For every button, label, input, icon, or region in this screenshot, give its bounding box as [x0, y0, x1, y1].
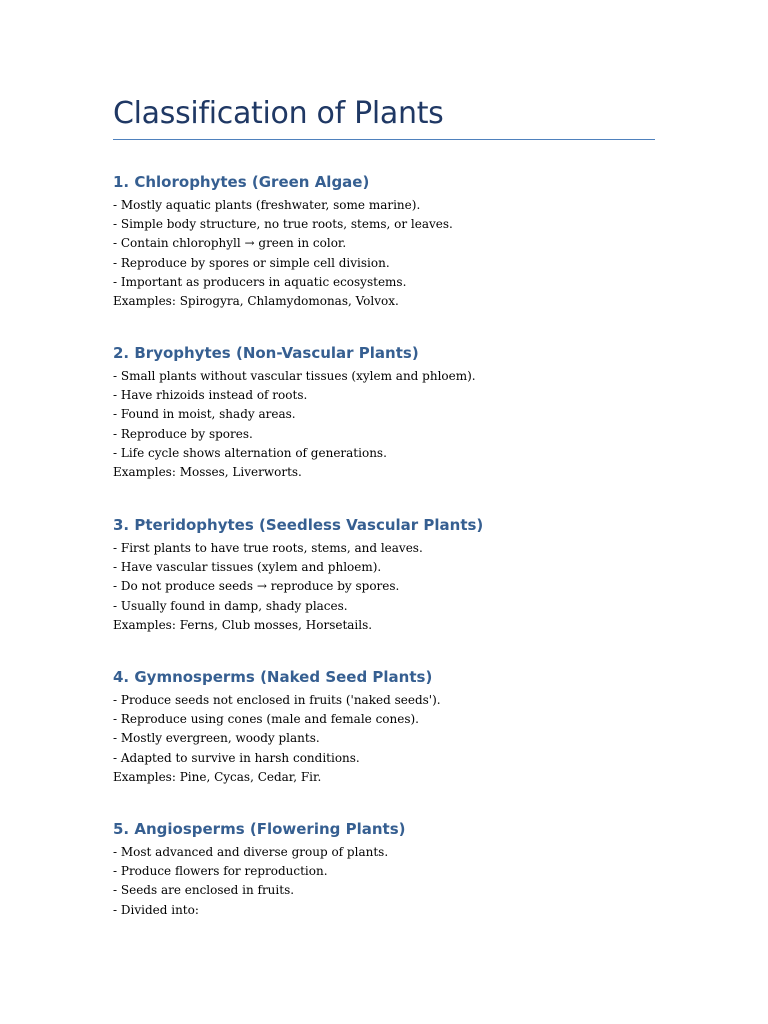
body-line: - Divided into: [113, 902, 199, 917]
body-line: - Found in moist, shady areas. [113, 407, 296, 422]
body-line: - Adapted to survive in harsh conditions. [113, 750, 360, 765]
section-heading: 2. Bryophytes (Non-Vascular Plants) [113, 344, 419, 362]
body-line: - Small plants without vascular tissues (xylem and phloem). [113, 369, 476, 383]
section-body [113, 367, 655, 482]
section-heading: 5. Angiosperms (Flowering Plants) [113, 820, 406, 838]
body-line: - Produce seeds not enclosed in fruits ('naked seeds'). [113, 693, 441, 707]
document-title: Classification of Plants [113, 96, 444, 131]
section-body [113, 691, 655, 787]
section-heading: 3. Pteridophytes (Seedless Vascular Plants) [113, 516, 484, 534]
body-line: - Contain chlorophyll → green in color. [113, 236, 347, 251]
section-angiosperms [113, 819, 655, 920]
title-underline-rule [113, 139, 655, 140]
examples-line: Examples: Pine, Cycas, Cedar, Fir. [113, 769, 322, 784]
body-line: - Reproduce using cones (male and female cones). [113, 712, 419, 727]
examples-line: Examples: Ferns, Club mosses, Horsetails. [113, 617, 373, 632]
section-bryophytes [113, 343, 655, 482]
section-chlorophytes [113, 172, 655, 311]
section-gymnosperms [113, 667, 655, 787]
body-line: - Seeds are enclosed in fruits. [113, 883, 295, 898]
body-line: - Have rhizoids instead of roots. [113, 388, 308, 403]
body-line: - Life cycle shows alternation of generations. [113, 445, 387, 460]
examples-line: Examples: Spirogyra, Chlamydomonas, Volvox. [113, 294, 399, 309]
body-line: - Usually found in damp, shady places. [113, 598, 348, 613]
body-line: - Have vascular tissues (xylem and phloem). [113, 560, 382, 575]
body-line: - Produce flowers for reproduction. [113, 864, 328, 879]
examples-line: Examples: Mosses, Liverworts. [113, 465, 302, 480]
body-line: - First plants to have true roots, stems, and leaves. [113, 541, 423, 555]
section-heading: 4. Gymnosperms (Naked Seed Plants) [113, 668, 433, 686]
section-body [113, 196, 655, 311]
body-line: - Simple body structure, no true roots, stems, or leaves. [113, 217, 453, 232]
section-heading: 1. Chlorophytes (Green Algae) [113, 173, 370, 191]
body-line: - Most advanced and diverse group of plants. [113, 845, 389, 859]
body-line: - Important as producers in aquatic ecosystems. [113, 274, 407, 289]
section-body [113, 843, 655, 920]
section-pteridophytes [113, 515, 655, 635]
body-line: - Mostly aquatic plants (freshwater, some marine). [113, 198, 421, 212]
body-line: - Mostly evergreen, woody plants. [113, 731, 320, 746]
section-body [113, 539, 655, 635]
body-line: - Reproduce by spores. [113, 426, 253, 441]
body-line: - Reproduce by spores or simple cell division. [113, 255, 390, 270]
body-line: - Do not produce seeds → reproduce by spores. [113, 579, 400, 594]
